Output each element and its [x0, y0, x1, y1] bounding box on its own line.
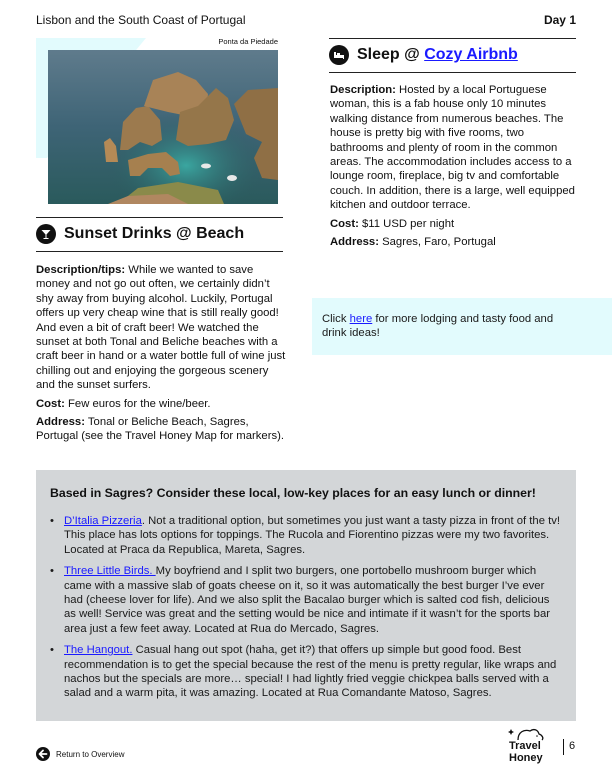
bullet: •: [50, 565, 54, 578]
travel-honey-logo: [506, 726, 552, 768]
section-divider-top: [36, 217, 283, 218]
logo-text-travel: Travel: [509, 740, 541, 752]
here-link[interactable]: here: [349, 313, 373, 325]
item-text: . Not a traditional option, but sometimes you just want a tasty pizza in front of the tv! This place has lots options for toppings. The Rucola and Fiorentino pizzas were my two favorites. Located at Praca da Republica, Mareta, Sagres.: [64, 515, 561, 556]
list-item: [50, 564, 562, 636]
sleep-heading-text: [357, 46, 518, 64]
drinks-cost: [36, 397, 286, 411]
cost-text: Few euros for the wine/beer.: [64, 397, 211, 410]
description-text: Hosted by a local Portuguese woman, this is a fab house only 10 minutes walking distance from numerous beaches. The house is pretty big with five rooms, two bathrooms and plenty of room in the common areas. The accommodation includes access to a lounge room, fireplace, big tv and comfortable couch. In addition, there is a large, well equipped kitchen and outdoor terrace.: [330, 84, 575, 212]
page-number-divider: [563, 739, 564, 755]
return-to-overview-link[interactable]: [36, 747, 124, 761]
list-item: [50, 643, 562, 701]
logo-text-honey: Honey: [509, 752, 543, 764]
bed-icon: [329, 45, 349, 65]
address-text: Tonal or Beliche Beach, Sagres, Portugal (see the Travel Honey Map for markers).: [36, 416, 285, 443]
description-label: Description/tips:: [36, 264, 126, 276]
cost-text: $11 USD per night: [358, 217, 455, 230]
sleep-address: [330, 235, 580, 249]
sleep-cost: [330, 217, 580, 231]
more-ideas-callout: [312, 298, 612, 355]
cost-label: Cost:: [36, 397, 65, 410]
list-item: [50, 514, 562, 557]
day-label: Day 1: [543, 13, 576, 27]
sleep-details: [330, 83, 580, 253]
address-label: Address:: [330, 236, 379, 249]
item-text: Casual hang out spot (haha, get it?) that offers up simple but good food. Best recommendation is to get the special because the rest of the menu is pretty regular, like wraps and nachos but the specials are more… special! I had lightly fried veggie chickpea balls served with a salad and a warm pita, it was amazing. Located at Rua Comandante Matoso, Sagres.: [64, 644, 557, 700]
bullet: •: [50, 515, 54, 527]
description-label: Description:: [330, 84, 396, 96]
photo-caption: Ponta da Piedade: [218, 37, 278, 46]
sleep-divider-top: [329, 38, 576, 39]
item-text: My boyfriend and I split two burgers, one portobello mushroom burger which came with a massive slab of goats cheese on it, so it was automatically the best burger I’ve ever had (cheese lover for life). And we also split the Bacalao burger which is salted cod fish, delicious as well! Service was great and the setting would be nice and intimate if it wasn’t for the sports bar area just a few feet away. Located at Rua do Mercado, Sagres.: [64, 565, 551, 635]
section-divider-bottom: [36, 251, 283, 252]
local-eats-panel: [36, 470, 576, 721]
arrow-left-icon: [36, 747, 50, 761]
local-eats-list: [50, 514, 562, 708]
sleep-heading-prefix: Sleep @: [357, 46, 425, 63]
sleep-heading: [329, 45, 518, 65]
local-eats-title: Based in Sagres? Consider these local, low-key places for an easy lunch or dinner!: [50, 486, 536, 500]
drinks-heading-text: Sunset Drinks @ Beach: [64, 225, 245, 242]
cozy-airbnb-link[interactable]: Cozy Airbnb: [424, 46, 518, 63]
document-title: Lisbon and the South Coast of Portugal: [36, 13, 246, 27]
bullet: •: [50, 644, 54, 657]
drinks-address: [36, 415, 286, 444]
promo-suffix: for more lodging and tasty food and drink ideas!: [322, 313, 554, 340]
drinks-details: [36, 263, 286, 448]
drinks-heading: [36, 224, 244, 244]
three-little-birds-link[interactable]: Three Little Birds.: [64, 565, 156, 578]
drinks-description: [36, 263, 286, 393]
page-number: 6: [569, 740, 576, 752]
address-text: Sagres, Faro, Portugal: [378, 236, 496, 249]
promo-prefix: Click: [322, 313, 350, 325]
ditalia-pizzeria-link[interactable]: D’Italia Pizzeria: [64, 515, 142, 527]
more-ideas-text: [322, 312, 572, 341]
ponta-da-piedade-photo: [48, 50, 278, 204]
return-label: Return to Overview: [56, 749, 125, 759]
address-label: Address:: [36, 416, 85, 429]
cocktail-icon: [36, 224, 56, 244]
cost-label: Cost:: [330, 217, 359, 230]
sleep-description: [330, 83, 580, 213]
description-text: While we wanted to save money and not go out often, we certainly didn’t shy away from buying alcohol. Luckily, Portugal offers up very cheap wine that is still really good! And even a bit of craft beer! We watched the sunset at both Tonal and Beliche beaches with a craft beer in hand or a water bottle full of wine just chilling out and enjoying the gorgeous scenery and the sunset surfers.: [36, 264, 286, 392]
sleep-divider-bottom: [329, 72, 576, 73]
the-hangout-link[interactable]: The Hangout.: [64, 644, 133, 657]
